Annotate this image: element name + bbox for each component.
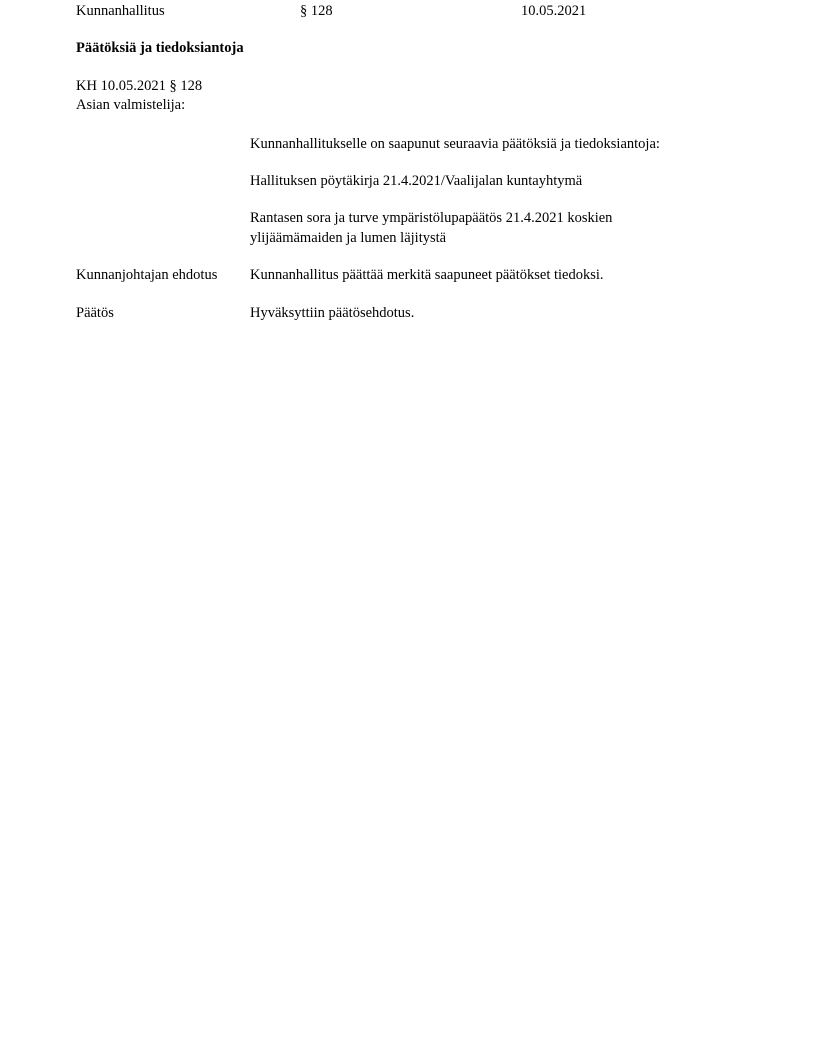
intro-paragraph — [250, 134, 730, 154]
list-item-line: Rantasen sora ja turve ympäristölupapäätös 21.4.2021 koskien — [250, 210, 613, 226]
list-item — [250, 208, 730, 248]
meeting-reference: KH 10.05.2021 § 128 — [76, 78, 203, 94]
decision-text: Hyväksyttiin päätösehdotus. — [250, 305, 415, 321]
list-item — [250, 171, 730, 191]
decision-label: Päätös — [76, 305, 114, 321]
proposal-label: Kunnanjohtajan ehdotus — [76, 267, 218, 283]
header-date: 10.05.2021 — [521, 3, 587, 19]
intro-text: Kunnanhallitukselle on saapunut seuraavia päätöksiä ja tiedoksiantoja: — [250, 136, 660, 152]
proposal-text: Kunnanhallitus päättää merkitä saapuneet päätökset tiedoksi. — [250, 267, 604, 283]
header-body-name: Kunnanhallitus — [76, 3, 165, 19]
preparer-label: Asian valmistelija: — [76, 97, 186, 113]
header-section-number: § 128 — [300, 3, 333, 19]
list-item-line: Hallituksen pöytäkirja 21.4.2021/Vaalijalan kuntayhtymä — [250, 173, 583, 189]
document-title: Päätöksiä ja tiedoksiantoja — [76, 40, 244, 56]
list-item-line: ylijäämämaiden ja lumen läjitystä — [250, 230, 447, 246]
